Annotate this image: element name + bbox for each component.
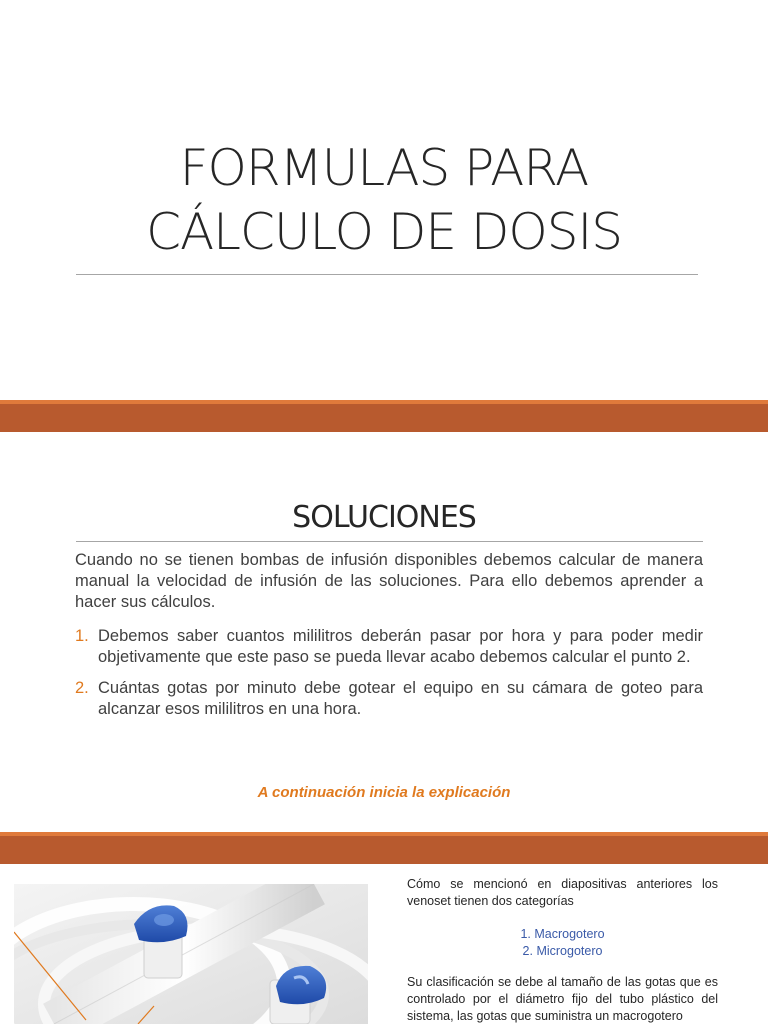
list-item-text: Cuántas gotas por minuto debe gotear el equipo en su cámara de goteo para alcanzar esos mililitros en una hora.	[98, 679, 703, 718]
slide-separator-band-2	[0, 836, 768, 864]
slide-title	[0, 0, 768, 400]
main-title-line-1: FORMULAS PARA	[179, 139, 589, 197]
venoset-description	[407, 876, 718, 1024]
section-title: SOLUCIONES	[292, 500, 476, 535]
steps-list	[75, 626, 703, 730]
intro-paragraph: Cuando no se tienen bombas de infusión disponibles debemos calcular de manera manual la velocidad de infusión de las soluciones. Para ello debemos aprender a hacer sus cálculos.	[75, 551, 703, 611]
venoset-categories-list	[407, 926, 718, 960]
list-item-text: Debemos saber cuantos mililitros deberán pasar por hora y para poder medir objetivamente que este paso se pueda llevar acabo debemos calcular el punto 2.	[98, 627, 703, 666]
section-divider	[76, 541, 703, 542]
category-number: 2.	[522, 944, 533, 958]
title-divider	[76, 274, 698, 275]
iv-set-photo	[14, 884, 368, 1024]
slide-separator-band-1	[0, 404, 768, 432]
venoset-paragraph-1: Cómo se mencionó en diapositivas anteriores los venoset tienen dos categorías	[407, 877, 718, 908]
list-item	[407, 926, 718, 943]
list-item-number: 1.	[75, 627, 89, 645]
list-item	[75, 678, 703, 720]
venoset-paragraph-2: Su clasificación se debe al tamaño de las gotas que es controlado por el diámetro fijo del tubo plástico del sistema, las gotas que suministra un macrogotero	[407, 975, 718, 1023]
slide-venoset	[0, 864, 768, 1024]
list-item	[407, 943, 718, 960]
main-title-line-2: CÁLCULO DE DOSIS	[146, 203, 622, 261]
category-number: 1.	[520, 927, 531, 941]
list-item	[75, 626, 703, 668]
category-label: Macrogotero	[534, 927, 605, 941]
main-title	[0, 136, 768, 264]
slide-soluciones	[0, 432, 768, 832]
category-label: Microgotero	[536, 944, 603, 958]
iv-drip-chamber-image	[14, 884, 368, 1024]
list-item-number: 2.	[75, 679, 89, 697]
explanation-note: A continuación inicia la explicación	[257, 784, 511, 801]
